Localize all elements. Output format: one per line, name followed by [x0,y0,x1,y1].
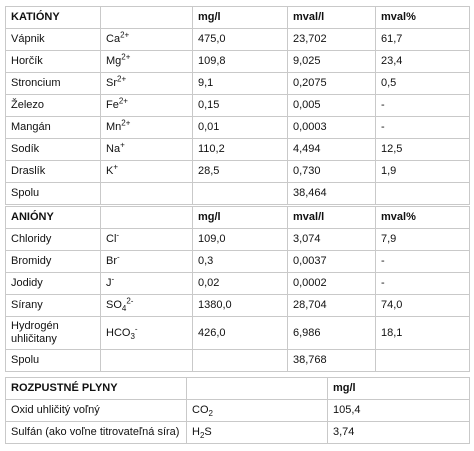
plyny-row [6,422,470,444]
plyny-formula [187,422,328,444]
formula-charge: - [111,274,115,284]
kationy-row [6,139,470,161]
formula-charge: - [117,252,120,262]
plyny-mg: 105,4 [328,400,470,422]
plyny-name: Sulfán (ako voľne titrovateľná síra) [6,422,187,444]
aniony-formula [101,251,193,273]
kationy-total-row [6,183,470,205]
kationy-mg: 109,8 [193,51,288,73]
kationy-mval: 0,2075 [288,73,376,95]
kationy-mval: 0,0003 [288,117,376,139]
aniony-name: Chloridy [6,229,101,251]
aniony-mval: 28,704 [288,295,376,317]
plyny-table [5,377,470,444]
formula-base: H [192,426,200,438]
formula-base: Ca [106,33,121,45]
formula-charge: 2+ [121,52,131,62]
aniony-name: Sírany [6,295,101,317]
kationy-row [6,95,470,117]
kationy-formula [101,117,193,139]
aniony-total-row [6,350,470,372]
formula-base: Br [106,255,117,267]
kationy-formula [101,95,193,117]
formula-base: Mn [106,121,122,133]
kationy-table [5,6,470,205]
kationy-total-mval: 38,464 [288,183,376,205]
aniony-mg: 109,0 [193,229,288,251]
plyny-header-blank [187,378,328,400]
aniony-name: Bromidy [6,251,101,273]
plyny-mg: 3,74 [328,422,470,444]
aniony-mval: 0,0037 [288,251,376,273]
kationy-total-label: Spolu [6,183,101,205]
aniony-row [6,251,470,273]
kationy-header-title: KATIÓNY [6,7,101,29]
aniony-formula [101,229,193,251]
kationy-formula [101,51,193,73]
formula-subscript: 3 [130,331,135,341]
aniony-formula [101,295,193,317]
kationy-name: Vápnik [6,29,101,51]
aniony-header-pct: mval% [376,207,470,229]
kationy-mval: 23,702 [288,29,376,51]
aniony-table [5,206,470,372]
plyny-header-mg: mg/l [328,378,470,400]
aniony-row [6,317,470,350]
kationy-name: Železo [6,95,101,117]
kationy-header-mg: mg/l [193,7,288,29]
kationy-pct: - [376,95,470,117]
aniony-name: Jodidy [6,273,101,295]
kationy-mg: 0,01 [193,117,288,139]
kationy-name: Horčík [6,51,101,73]
aniony-total-blank [193,350,288,372]
formula-charge: + [113,162,119,172]
kationy-pct: 0,5 [376,73,470,95]
formula-base: K [106,165,114,177]
aniony-pct: - [376,251,470,273]
aniony-total-mval: 38,768 [288,350,376,372]
formula-charge: 2+ [118,96,128,106]
formula-subscript: 2 [208,409,213,419]
kationy-formula [101,73,193,95]
aniony-mg: 0,02 [193,273,288,295]
aniony-mg: 426,0 [193,317,288,350]
kationy-header-row [6,7,470,29]
formula-base: CO [192,404,209,416]
aniony-header-mval: mval/l [288,207,376,229]
kationy-row [6,29,470,51]
aniony-total-blank [101,350,193,372]
aniony-mval: 6,986 [288,317,376,350]
aniony-pct: - [376,273,470,295]
kationy-mg: 110,2 [193,139,288,161]
kationy-name: Stroncium [6,73,101,95]
aniony-mval: 0,0002 [288,273,376,295]
formula-base: Sr [106,77,117,89]
aniony-pct: 7,9 [376,229,470,251]
aniony-mg: 0,3 [193,251,288,273]
formula-base: HCO [106,326,131,339]
formula-base: Na [106,143,121,155]
kationy-formula [101,29,193,51]
kationy-row [6,51,470,73]
kationy-mg: 28,5 [193,161,288,183]
formula-base: J [106,277,112,289]
formula-subscript: 4 [121,304,127,314]
aniony-header-row [6,207,470,229]
kationy-header-pct: mval% [376,7,470,29]
kationy-mval: 4,494 [288,139,376,161]
formula-base: SO [106,299,122,311]
aniony-pct: 18,1 [376,317,470,350]
kationy-total-blank [101,183,193,205]
aniony-total-label: Spolu [6,350,101,372]
aniony-header-blank [101,207,193,229]
kationy-mg: 9,1 [193,73,288,95]
aniony-row [6,273,470,295]
kationy-row [6,73,470,95]
kationy-name: Mangán [6,117,101,139]
aniony-mg: 1380,0 [193,295,288,317]
formula-subscript: 2 [199,431,205,441]
aniony-mval: 3,074 [288,229,376,251]
kationy-mval: 0,005 [288,95,376,117]
plyny-formula [187,400,328,422]
aniony-header-mg: mg/l [193,207,288,229]
kationy-mval: 9,025 [288,51,376,73]
kationy-total-blank [376,183,470,205]
kationy-formula [101,139,193,161]
formula-charge: - [116,230,120,240]
plyny-header-title: ROZPUSTNÉ PLYNY [6,378,187,400]
kationy-mval: 0,730 [288,161,376,183]
kationy-total-blank [193,183,288,205]
formula-base: Fe [106,99,119,111]
aniony-header-title: ANIÓNY [6,207,101,229]
formula-base: Cl [106,233,117,245]
kationy-name: Sodík [6,139,101,161]
kationy-mg: 0,15 [193,95,288,117]
formula-charge: 2+ [117,74,127,84]
formula-suffix: S [204,426,212,438]
aniony-pct: 74,0 [376,295,470,317]
kationy-pct: - [376,117,470,139]
formula-charge: 2+ [121,118,131,128]
aniony-row [6,229,470,251]
kationy-formula [101,161,193,183]
aniony-row [6,295,470,317]
aniony-formula [101,317,193,350]
kationy-header-blank [101,7,193,29]
kationy-name: Draslík [6,161,101,183]
plyny-row [6,400,470,422]
kationy-header-mval: mval/l [288,7,376,29]
kationy-pct: 1,9 [376,161,470,183]
kationy-row [6,161,470,183]
kationy-pct: 12,5 [376,139,470,161]
plyny-name: Oxid uhličitý voľný [6,400,187,422]
plyny-header-row [6,378,470,400]
formula-charge: 2- [126,296,134,306]
aniony-name: Hydrogén uhličitany [6,317,101,350]
kationy-row [6,117,470,139]
formula-charge: 2+ [120,30,130,40]
kationy-mg: 475,0 [193,29,288,51]
kationy-pct: 61,7 [376,29,470,51]
formula-base: Mg [106,55,122,67]
kationy-pct: 23,4 [376,51,470,73]
formula-charge: + [120,140,125,150]
aniony-formula [101,273,193,295]
formula-charge: - [134,323,138,333]
aniony-total-blank [376,350,470,372]
